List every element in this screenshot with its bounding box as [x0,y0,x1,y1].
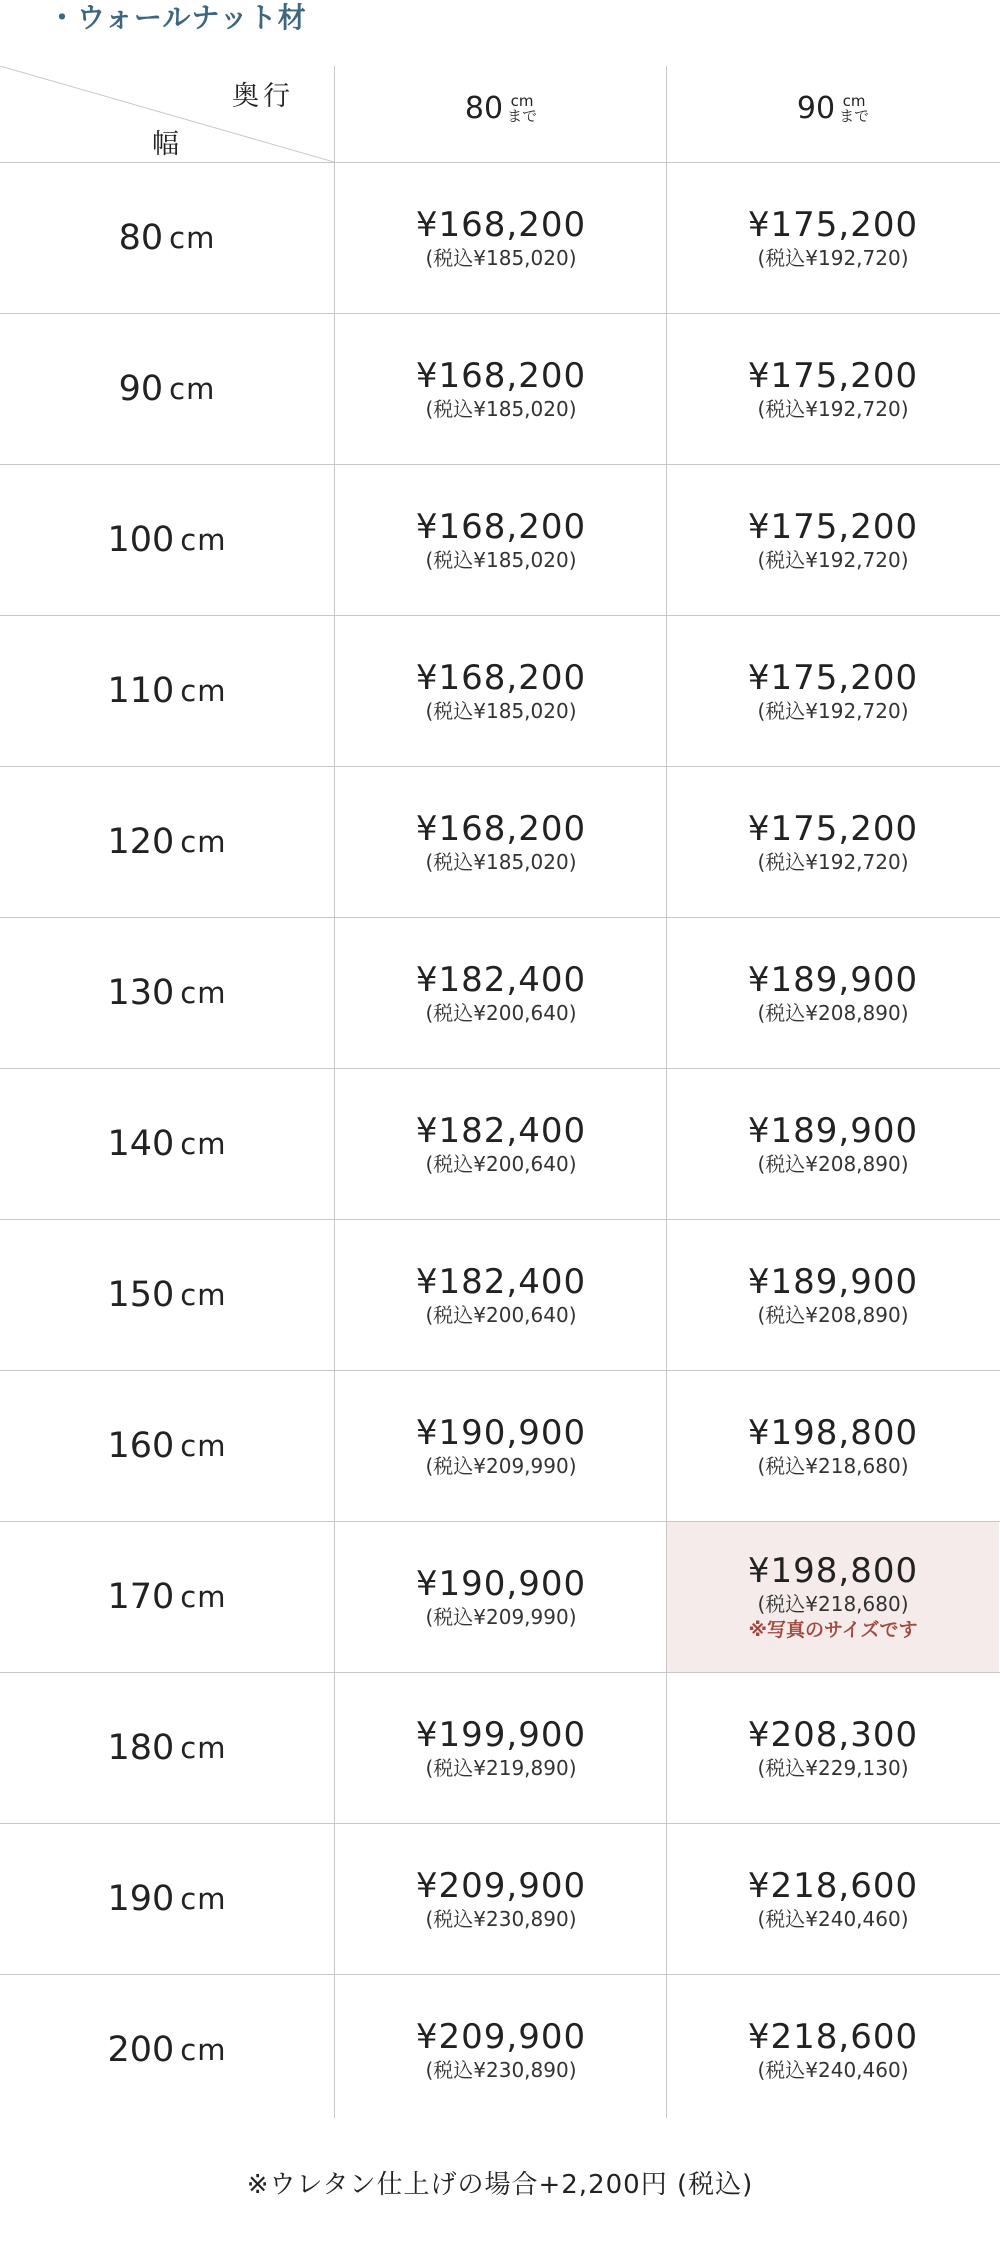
price: ¥168,200 [415,809,587,849]
price-with-tax: (税込¥208,890) [757,1303,909,1327]
table-row [0,1975,1000,2125]
width-cell [0,1522,334,1672]
price-with-tax: (税込¥208,890) [757,1001,909,1025]
price-cell [335,465,667,615]
price: ¥189,900 [747,1111,919,1151]
width-unit: cm [180,1127,227,1161]
price: ¥198,800 [747,1413,919,1453]
column-header-unit [839,91,870,125]
price: ¥189,900 [747,1262,919,1302]
price-with-tax: (税込¥218,680) [757,1454,909,1478]
price-cell [335,1220,667,1370]
width-cell [0,163,334,313]
price-with-tax: (税込¥200,640) [425,1303,577,1327]
price-cell [335,163,667,313]
width-label: 幅 [152,129,179,160]
price-with-tax: (税込¥192,720) [757,397,909,421]
width-cell [0,616,334,766]
price-cell [667,314,999,464]
price: ¥209,900 [415,2017,587,2057]
unit-made: まで [839,106,870,125]
width-unit: cm [169,221,216,255]
width-cell [0,1069,334,1219]
price-with-tax: (税込¥185,020) [425,699,577,723]
width-unit: cm [180,1580,227,1614]
price-with-tax: (税込¥240,460) [757,2058,909,2082]
width-value: 190 [107,1879,175,1919]
width-value: 130 [107,973,175,1013]
price: ¥218,600 [747,1866,919,1906]
price: ¥199,900 [415,1715,587,1755]
width-unit: cm [180,674,227,708]
width-cell [0,1673,334,1823]
price-with-tax: (税込¥185,020) [425,548,577,572]
table-header [0,66,1000,163]
price: ¥208,300 [747,1715,919,1755]
price-cell [667,465,999,615]
price: ¥190,900 [415,1564,587,1604]
width-unit: cm [180,825,227,859]
width-cell [0,1975,334,2125]
column-header-value: 90 [796,91,836,126]
price-cell [667,1673,999,1823]
price: ¥175,200 [747,205,919,245]
price-cell [667,767,999,917]
price-cell [335,1371,667,1521]
price: ¥189,900 [747,960,919,1000]
price-table [0,66,1000,2125]
width-unit: cm [180,1278,227,1312]
price-with-tax: (税込¥192,720) [757,699,909,723]
price: ¥175,200 [747,658,919,698]
price-with-tax: (税込¥200,640) [425,1152,577,1176]
width-cell [0,1371,334,1521]
price-with-tax: (税込¥209,990) [425,1605,577,1629]
price-cell [667,1522,999,1672]
width-value: 110 [107,671,175,711]
price: ¥182,400 [415,1111,587,1151]
width-unit: cm [180,2033,227,2067]
width-value: 80 [118,218,164,258]
price-with-tax: (税込¥192,720) [757,246,909,270]
width-value: 180 [107,1728,175,1768]
price-with-tax: (税込¥218,680) [757,1592,909,1616]
price-cell [667,1975,999,2125]
price: ¥209,900 [415,1866,587,1906]
price-cell [667,1824,999,1974]
photo-size-note: ※写真のサイズです [748,1619,918,1641]
unit-made: まで [507,106,538,125]
price-with-tax: (税込¥240,460) [757,1907,909,1931]
table-row [0,918,1000,1069]
table-row [0,616,1000,767]
price-cell [335,1069,667,1219]
width-value: 90 [118,369,164,409]
column-header-value: 80 [464,91,504,126]
price-cell [667,1220,999,1370]
price-with-tax: (税込¥208,890) [757,1152,909,1176]
price-cell [335,1522,667,1672]
table-row [0,314,1000,465]
width-unit: cm [180,1429,227,1463]
width-unit: cm [169,372,216,406]
width-cell [0,465,334,615]
price-with-tax: (税込¥185,020) [425,397,577,421]
price-cell [335,314,667,464]
width-value: 100 [107,520,175,560]
width-unit: cm [180,1731,227,1765]
width-cell [0,767,334,917]
width-unit: cm [180,523,227,557]
width-value: 150 [107,1275,175,1315]
price: ¥190,900 [415,1413,587,1453]
width-value: 200 [107,2030,175,2070]
table-row [0,1522,1000,1673]
width-value: 120 [107,822,175,862]
price: ¥182,400 [415,1262,587,1302]
width-cell [0,1220,334,1370]
column-header-80 [335,90,667,126]
price-cell [335,767,667,917]
table-row [0,1069,1000,1220]
table-row [0,1824,1000,1975]
price: ¥168,200 [415,507,587,547]
price-with-tax: (税込¥209,990) [425,1454,577,1478]
width-value: 170 [107,1577,175,1617]
price-cell [667,163,999,313]
price: ¥218,600 [747,2017,919,2057]
price-cell [335,1975,667,2125]
unit-cm: cm [510,91,534,110]
depth-label: 奥行 [232,81,294,112]
section-title: ・ウォールナット材 [48,1,307,34]
price: ¥175,200 [747,507,919,547]
width-cell [0,918,334,1068]
price-cell [335,1673,667,1823]
width-cell [0,314,334,464]
table-row [0,465,1000,616]
price-with-tax: (税込¥185,020) [425,246,577,270]
width-cell [0,1824,334,1974]
price-with-tax: (税込¥219,890) [425,1756,577,1780]
price-with-tax: (税込¥192,720) [757,850,909,874]
price-cell [667,918,999,1068]
width-value: 140 [107,1124,175,1164]
price: ¥182,400 [415,960,587,1000]
price: ¥168,200 [415,658,587,698]
price-cell [667,1371,999,1521]
table-row [0,163,1000,314]
price-cell [335,1824,667,1974]
width-value: 160 [107,1426,175,1466]
price: ¥175,200 [747,809,919,849]
price-cell [667,1069,999,1219]
price: ¥175,200 [747,356,919,396]
price-with-tax: (税込¥230,890) [425,1907,577,1931]
price-with-tax: (税込¥192,720) [757,548,909,572]
table-row [0,1673,1000,1824]
price-cell [667,616,999,766]
price: ¥168,200 [415,205,587,245]
table-body [0,163,1000,2125]
price-with-tax: (税込¥230,890) [425,2058,577,2082]
column-header-90 [667,90,999,126]
table-row [0,1371,1000,1522]
price: ¥168,200 [415,356,587,396]
price-with-tax: (税込¥200,640) [425,1001,577,1025]
price-cell [335,918,667,1068]
footer-note: ※ウレタン仕上げの場合+2,200円 (税込) [246,2170,754,2200]
unit-cm: cm [842,91,866,110]
width-unit: cm [180,1882,227,1916]
column-header-unit [507,91,538,125]
price-cell [335,616,667,766]
table-row [0,1220,1000,1371]
width-unit: cm [180,976,227,1010]
price-with-tax: (税込¥185,020) [425,850,577,874]
table-row [0,767,1000,918]
price-with-tax: (税込¥229,130) [757,1756,909,1780]
price: ¥198,800 [747,1551,919,1591]
